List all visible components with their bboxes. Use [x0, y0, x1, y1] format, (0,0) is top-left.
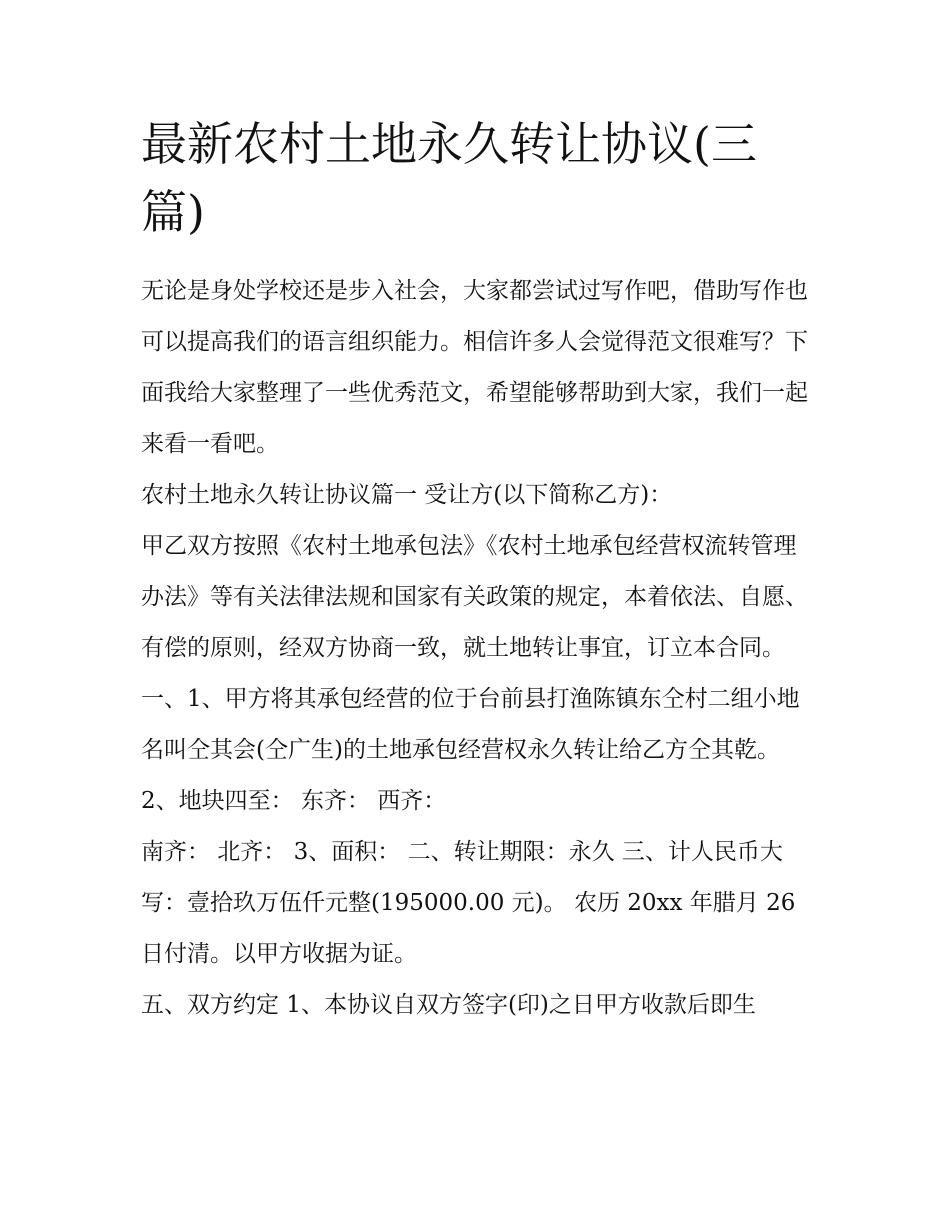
preamble-paragraph: 甲乙双方按照《农村土地承包法》《农村土地承包经营权流转管理办法》等有关法律法规和国家有关政策的规定，本着依法、自愿、有偿的原则，经双方协商一致，就土地转让事宜，订立本合同。 — [141, 533, 808, 661]
document-title: 最新农村土地永久转让协议(三篇) — [141, 117, 757, 239]
clause-one-paragraph: 一、1、甲方将其承包经营的位于台前县打渔陈镇东仝村二组小地名叫仝其会(仝广生)的土地承包经营权永久转让给乙方仝其乾。 2、地块四至： 东齐： 西齐： — [141, 686, 800, 814]
document-page — [141, 110, 813, 1031]
section-heading-paragraph: 农村土地永久转让协议篇一 受让方(以下简称乙方)： — [141, 482, 673, 508]
clause-price-paragraph: 南齐： 北齐： 3、面积： 二、转让期限：永久 三、计人民币大写：壹拾玖万伍仟元整(195000.00 元)。 农历 20xx 年腊月 26 日付清。以甲方收据为证。 — [141, 839, 796, 967]
clause-five-paragraph: 五、双方约定 1、本协议自双方签字(印)之日甲方收款后即生 — [141, 992, 756, 1018]
intro-paragraph: 无论是身处学校还是步入社会，大家都尝试过写作吧，借助写作也可以提高我们的语言组织能力。相信许多人会觉得范文很难写？下面我给大家整理了一些优秀范文，希望能够帮助到大家，我们一起来看一看吧。 — [141, 278, 808, 457]
